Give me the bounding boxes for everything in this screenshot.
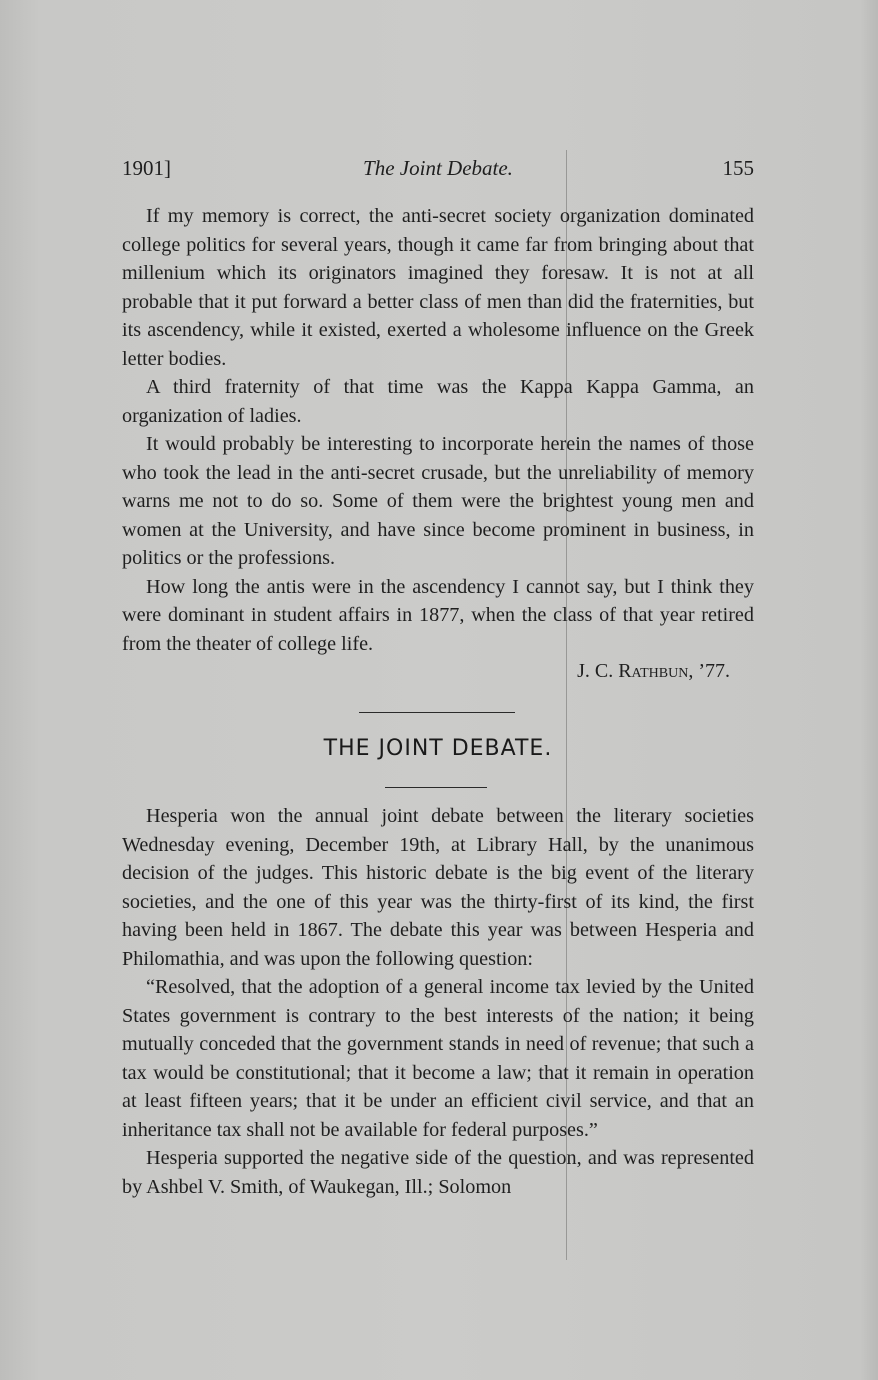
- section-title: THE JOINT DEBATE.: [323, 736, 553, 761]
- letter-text: [122, 202, 754, 658]
- paragraph: Hesperia supported the negative side of the question, and was represented by Ashbel V. Smith, of Waukegan, Ill.; Solomon: [122, 1147, 754, 1198]
- header-year: 1901]: [122, 156, 171, 180]
- paragraph: “Resolved, that the adoption of a general income tax levied by the United States government is contrary to the best interests of the nation; it being mutually conceded that the government stands in need of revenue; that such a tax would be constitutional; that it become a law; that it remain in operation at least fifteen years; that it be under an efficient civil service, and that an inheritance tax shall not be available for federal purposes.”: [122, 976, 754, 1141]
- paragraph: A third fraternity of that time was the Kappa Kappa Gamma, an organization of ladies.: [122, 376, 754, 427]
- article-text: [122, 802, 754, 1201]
- section-divider-bottom: [385, 787, 487, 788]
- author-signature: J. C. Rathbun, ’77.: [577, 660, 730, 682]
- section-divider-top: [359, 712, 515, 713]
- paragraph: If my memory is correct, the anti-secret society organization dominated college politics for several years, though it came far from bringing about that millenium which its originators imagined they foresaw. It is not at all probable that it put forward a better class of men than did the fraternities, but its ascendency, while it existed, exerted a wholesome influence on the Greek letter bodies.: [122, 205, 754, 370]
- paragraph: Hesperia won the annual joint debate between the literary societies Wednesday evening, December 19th, at Library Hall, by the unanimous decision of the judges. This historic debate is the big event of the literary societies, and the one of this year was the thirty-first of its kind, the first having been held in 1867. The debate this year was between Hesperia and Philomathia, and was upon the following question:: [122, 805, 754, 970]
- header-title: The Joint Debate.: [363, 156, 513, 180]
- running-header: [122, 156, 754, 186]
- page-number: 155: [722, 156, 754, 180]
- paragraph: It would probably be interesting to incorporate herein the names of those who took the lead in the anti-secret crusade, but the unreliability of memory warns me not to do so. Some of them were the brightest young men and women at the University, and have since become prominent in business, in politics or the professions.: [122, 433, 754, 569]
- paragraph: How long the antis were in the ascendency I cannot say, but I think they were dominant in student affairs in 1877, when the class of that year retired from the theater of college life.: [122, 575, 754, 655]
